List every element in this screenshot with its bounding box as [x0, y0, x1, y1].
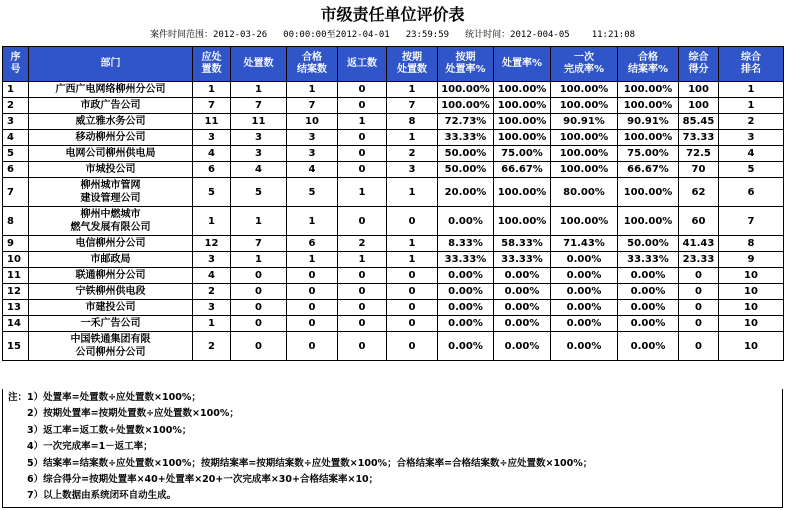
cell-handled: 0 — [231, 332, 287, 361]
cell-should: 1 — [193, 82, 231, 98]
cell-handle-rate: 0.00% — [494, 284, 551, 300]
cell-rework: 1 — [338, 178, 387, 207]
cell-handle-rate: 100.00% — [494, 178, 551, 207]
cell-rework: 2 — [338, 236, 387, 252]
cell-ontime-rate: 8.33% — [438, 236, 494, 252]
range-start-date: 2012-03-26 — [212, 30, 268, 40]
cell-ontime: 1 — [387, 178, 438, 207]
cell-handle-rate: 100.00% — [494, 82, 551, 98]
cell-rework: 0 — [338, 98, 387, 114]
table-row[interactable] — [3, 130, 784, 146]
cell-qualified-rate: 90.91% — [618, 114, 679, 130]
cell-first-rate: 100.00% — [551, 162, 618, 178]
cell-rank: 1 — [719, 98, 784, 114]
cell-dept: 广西广电网络柳州分公司 — [29, 82, 193, 98]
cell-first-rate: 100.00% — [551, 82, 618, 98]
stat-label: 统计时间： — [465, 30, 511, 40]
cell-qualified: 0 — [287, 332, 338, 361]
cell-score: 72.5 — [679, 146, 719, 162]
cell-first-rate: 100.00% — [551, 98, 618, 114]
cell-handled: 0 — [231, 268, 287, 284]
cell-handle-rate: 0.00% — [494, 332, 551, 361]
cell-ontime-rate: 20.00% — [438, 178, 494, 207]
cell-dept: 柳州中燃城市 燃气发展有限公司 — [29, 207, 193, 236]
cell-handled: 4 — [231, 162, 287, 178]
cell-should: 3 — [193, 300, 231, 316]
cell-seq: 9 — [3, 236, 29, 252]
cell-qualified-rate: 0.00% — [618, 300, 679, 316]
cell-rework: 0 — [338, 332, 387, 361]
cell-seq: 1 — [3, 82, 29, 98]
cell-score: 60 — [679, 207, 719, 236]
cell-score: 0 — [679, 316, 719, 332]
cell-handle-rate: 100.00% — [494, 207, 551, 236]
cell-rework: 0 — [338, 268, 387, 284]
cell-handled: 1 — [231, 82, 287, 98]
cell-first-rate: 80.00% — [551, 178, 618, 207]
note-text: 2）按期处置率=按期处置数÷应处置数×100%； — [27, 408, 239, 420]
cell-rank: 5 — [719, 162, 784, 178]
cell-seq: 13 — [3, 300, 29, 316]
cell-score: 23.33 — [679, 252, 719, 268]
header-rank[interactable]: 综合 排名 — [719, 47, 784, 82]
header-ontime[interactable]: 按期 处置数 — [387, 47, 438, 82]
cell-ontime: 0 — [387, 284, 438, 300]
cell-qualified-rate: 0.00% — [618, 284, 679, 300]
cell-ontime-rate: 100.00% — [438, 82, 494, 98]
notes-section — [2, 389, 783, 508]
cell-handle-rate: 0.00% — [494, 316, 551, 332]
cell-ontime-rate: 0.00% — [438, 332, 494, 361]
cell-score: 70 — [679, 162, 719, 178]
cell-seq: 15 — [3, 332, 29, 361]
cell-first-rate: 0.00% — [551, 284, 618, 300]
cell-qualified-rate: 100.00% — [618, 178, 679, 207]
note-prefix: 注： — [8, 392, 28, 403]
range-start-time: 00:00:00至2012-04-01 — [283, 30, 390, 40]
cell-seq: 7 — [3, 178, 29, 207]
cell-score: 73.33 — [679, 130, 719, 146]
table-row[interactable] — [3, 162, 784, 178]
cell-should: 6 — [193, 162, 231, 178]
cell-rework: 1 — [338, 114, 387, 130]
cell-rework: 0 — [338, 146, 387, 162]
cell-score: 0 — [679, 332, 719, 361]
cell-qualified: 0 — [287, 300, 338, 316]
cell-first-rate: 0.00% — [551, 316, 618, 332]
cell-should: 3 — [193, 252, 231, 268]
cell-handled: 5 — [231, 178, 287, 207]
cell-should: 12 — [193, 236, 231, 252]
table-row[interactable] — [3, 98, 784, 114]
cell-handle-rate: 0.00% — [494, 268, 551, 284]
cell-handle-rate: 58.33% — [494, 236, 551, 252]
cell-seq: 14 — [3, 316, 29, 332]
note-text: 6）综合得分=按期处置率×40+处置率×20+一次完成率×30+合格结案率×10； — [27, 474, 379, 486]
cell-dept: 一禾广告公司 — [29, 316, 193, 332]
cell-first-rate: 0.00% — [551, 268, 618, 284]
cell-rank: 10 — [719, 332, 784, 361]
cell-qualified-rate: 33.33% — [618, 252, 679, 268]
cell-should: 4 — [193, 268, 231, 284]
table-row[interactable] — [3, 316, 784, 332]
cell-first-rate: 90.91% — [551, 114, 618, 130]
table-body — [3, 82, 784, 361]
cell-handle-rate: 75.00% — [494, 146, 551, 162]
cell-dept: 市邮政局 — [29, 252, 193, 268]
table-row[interactable] — [3, 252, 784, 268]
cell-rank: 10 — [719, 268, 784, 284]
table-row[interactable] — [3, 178, 784, 207]
cell-handled: 0 — [231, 300, 287, 316]
cell-should: 7 — [193, 98, 231, 114]
cell-rank: 10 — [719, 284, 784, 300]
cell-rank: 4 — [719, 146, 784, 162]
cell-ontime: 7 — [387, 98, 438, 114]
cell-score: 100 — [679, 82, 719, 98]
cell-qualified-rate: 0.00% — [618, 332, 679, 361]
cell-qualified: 1 — [287, 82, 338, 98]
cell-first-rate: 0.00% — [551, 332, 618, 361]
report-title: 市级责任单位评价表 — [320, 5, 465, 24]
cell-dept: 市城投公司 — [29, 162, 193, 178]
note-text: 5）结案率=结案数÷应处置数×100%；按期结案率=按期结案数÷应处置数×100%；合格结案率=合格结案数÷应处置数×100%； — [27, 457, 593, 469]
cell-handled: 3 — [231, 146, 287, 162]
cell-rank: 10 — [719, 300, 784, 316]
cell-should: 4 — [193, 146, 231, 162]
cell-seq: 6 — [3, 162, 29, 178]
cell-dept: 宁铁柳州供电段 — [29, 284, 193, 300]
note-line — [3, 390, 782, 406]
cell-rank: 3 — [719, 130, 784, 146]
cell-qualified-rate: 100.00% — [618, 130, 679, 146]
cell-dept: 电信柳州分公司 — [29, 236, 193, 252]
cell-seq: 2 — [3, 98, 29, 114]
table-row[interactable] — [3, 146, 784, 162]
cell-rank: 10 — [719, 316, 784, 332]
header-qualified-rate[interactable]: 合格 结案率% — [618, 47, 679, 82]
cell-first-rate: 100.00% — [551, 146, 618, 162]
cell-handle-rate: 0.00% — [494, 300, 551, 316]
header-handled[interactable]: 处置数 — [231, 47, 287, 82]
cell-handled: 3 — [231, 130, 287, 146]
cell-rework: 1 — [338, 252, 387, 268]
header-score[interactable]: 综合 得分 — [679, 47, 719, 82]
header-seq[interactable]: 序 号 — [3, 47, 29, 82]
cell-handled: 0 — [231, 316, 287, 332]
cell-rework: 0 — [338, 316, 387, 332]
cell-score: 0 — [679, 284, 719, 300]
cell-ontime: 0 — [387, 300, 438, 316]
cell-should: 1 — [193, 316, 231, 332]
cell-handled: 1 — [231, 207, 287, 236]
header-qualified[interactable]: 合格 结案数 — [287, 47, 338, 82]
cell-seq: 3 — [3, 114, 29, 130]
cell-rank: 8 — [719, 236, 784, 252]
cell-score: 0 — [679, 268, 719, 284]
cell-ontime: 2 — [387, 146, 438, 162]
cell-rework: 0 — [338, 284, 387, 300]
table-row[interactable] — [3, 268, 784, 284]
cell-should: 11 — [193, 114, 231, 130]
cell-rework: 0 — [338, 207, 387, 236]
cell-dept: 联通柳州分公司 — [29, 268, 193, 284]
cell-ontime: 8 — [387, 114, 438, 130]
cell-qualified: 0 — [287, 284, 338, 300]
cell-should: 1 — [193, 207, 231, 236]
table-row[interactable] — [3, 114, 784, 130]
cell-ontime-rate: 33.33% — [438, 252, 494, 268]
cell-ontime: 3 — [387, 162, 438, 178]
cell-qualified: 4 — [287, 162, 338, 178]
cell-first-rate: 0.00% — [551, 252, 618, 268]
cell-rank: 2 — [719, 114, 784, 130]
cell-score: 0 — [679, 300, 719, 316]
cell-ontime: 0 — [387, 268, 438, 284]
header-handle-rate[interactable]: 处置率% — [494, 47, 551, 82]
cell-qualified: 1 — [287, 207, 338, 236]
cell-qualified-rate: 66.67% — [618, 162, 679, 178]
stat-date: 2012-004-05 — [510, 30, 570, 40]
cell-handle-rate: 100.00% — [494, 130, 551, 146]
cell-ontime-rate: 0.00% — [438, 207, 494, 236]
note-line — [3, 406, 782, 422]
cell-handled: 1 — [231, 252, 287, 268]
header-rework[interactable]: 返工数 — [338, 47, 387, 82]
cell-qualified-rate: 75.00% — [618, 146, 679, 162]
cell-rework: 0 — [338, 162, 387, 178]
cell-handle-rate: 66.67% — [494, 162, 551, 178]
cell-first-rate: 100.00% — [551, 207, 618, 236]
cell-ontime-rate: 33.33% — [438, 130, 494, 146]
cell-qualified-rate: 100.00% — [618, 98, 679, 114]
cell-handled: 7 — [231, 98, 287, 114]
cell-rework: 0 — [338, 82, 387, 98]
cell-seq: 12 — [3, 284, 29, 300]
note-text: 1）处置率=处置数÷应处置数×100%； — [27, 392, 201, 403]
cell-should: 5 — [193, 178, 231, 207]
cell-dept: 电网公司柳州供电局 — [29, 146, 193, 162]
cell-dept: 市政广告公司 — [29, 98, 193, 114]
cell-qualified: 0 — [287, 316, 338, 332]
cell-first-rate: 0.00% — [551, 300, 618, 316]
cell-ontime-rate: 100.00% — [438, 98, 494, 114]
table-header-row — [3, 47, 784, 82]
cell-handle-rate: 100.00% — [494, 114, 551, 130]
evaluation-table — [2, 46, 784, 361]
cell-handled: 0 — [231, 284, 287, 300]
cell-ontime-rate: 72.73% — [438, 114, 494, 130]
table-row[interactable] — [3, 236, 784, 252]
cell-ontime-rate: 0.00% — [438, 316, 494, 332]
header-first-rate[interactable]: 一次 完成率% — [551, 47, 618, 82]
cell-score: 85.45 — [679, 114, 719, 130]
cell-handled: 11 — [231, 114, 287, 130]
cell-first-rate: 71.43% — [551, 236, 618, 252]
cell-qualified-rate: 100.00% — [618, 82, 679, 98]
cell-rank: 7 — [719, 207, 784, 236]
table-row[interactable] — [3, 332, 784, 361]
header-ontime-rate[interactable]: 按期 处置率% — [438, 47, 494, 82]
cell-rework: 0 — [338, 300, 387, 316]
table-row[interactable] — [3, 82, 784, 98]
note-text: 3）返工率=返工数÷处置数×100%； — [27, 424, 192, 436]
cell-rank: 9 — [719, 252, 784, 268]
cell-ontime: 0 — [387, 316, 438, 332]
cell-qualified: 0 — [287, 268, 338, 284]
cell-qualified: 7 — [287, 98, 338, 114]
cell-score: 100 — [679, 98, 719, 114]
cell-score: 41.43 — [679, 236, 719, 252]
cell-ontime-rate: 0.00% — [438, 300, 494, 316]
cell-qualified: 1 — [287, 252, 338, 268]
cell-ontime: 1 — [387, 130, 438, 146]
cell-qualified: 3 — [287, 130, 338, 146]
cell-seq: 10 — [3, 252, 29, 268]
cell-rework: 0 — [338, 130, 387, 146]
cell-qualified: 6 — [287, 236, 338, 252]
cell-qualified: 5 — [287, 178, 338, 207]
note-text: 7）以上数据由系统闭环自动生成。 — [27, 490, 177, 502]
cell-first-rate: 100.00% — [551, 130, 618, 146]
cell-score: 62 — [679, 178, 719, 207]
note-text: 4）一次完成率=1－返工率； — [27, 441, 153, 453]
range-label: 案件时间范围： — [149, 30, 213, 40]
cell-dept: 市建投公司 — [29, 300, 193, 316]
note-line — [3, 439, 782, 455]
cell-ontime: 1 — [387, 82, 438, 98]
notes-lines — [3, 390, 782, 505]
cell-seq: 8 — [3, 207, 29, 236]
note-line — [3, 423, 782, 439]
table-row[interactable] — [3, 300, 784, 316]
note-line — [3, 488, 782, 504]
cell-qualified-rate: 0.00% — [618, 316, 679, 332]
cell-qualified-rate: 50.00% — [618, 236, 679, 252]
report-time-range — [0, 28, 785, 42]
table-row[interactable] — [3, 284, 784, 300]
cell-should: 2 — [193, 284, 231, 300]
note-line — [3, 456, 782, 472]
cell-ontime: 1 — [387, 236, 438, 252]
cell-seq: 11 — [3, 268, 29, 284]
range-end-time: 23:59:59 — [405, 30, 450, 40]
cell-handled: 7 — [231, 236, 287, 252]
note-line — [3, 472, 782, 488]
table-row[interactable] — [3, 207, 784, 236]
cell-should: 3 — [193, 130, 231, 146]
cell-ontime: 1 — [387, 252, 438, 268]
cell-seq: 5 — [3, 146, 29, 162]
cell-handle-rate: 100.00% — [494, 98, 551, 114]
stat-time: 11:21:08 — [591, 30, 636, 40]
cell-qualified-rate: 100.00% — [618, 207, 679, 236]
header-should[interactable]: 应处 置数 — [193, 47, 231, 82]
cell-ontime-rate: 50.00% — [438, 162, 494, 178]
cell-qualified-rate: 0.00% — [618, 268, 679, 284]
cell-ontime-rate: 0.00% — [438, 268, 494, 284]
cell-ontime: 0 — [387, 332, 438, 361]
cell-rank: 1 — [719, 82, 784, 98]
cell-rank: 6 — [719, 178, 784, 207]
cell-ontime-rate: 50.00% — [438, 146, 494, 162]
cell-seq: 4 — [3, 130, 29, 146]
cell-handle-rate: 33.33% — [494, 252, 551, 268]
cell-qualified: 10 — [287, 114, 338, 130]
cell-ontime-rate: 0.00% — [438, 284, 494, 300]
cell-dept: 柳州城市管网 建设管理公司 — [29, 178, 193, 207]
cell-dept: 移动柳州分公司 — [29, 130, 193, 146]
header-dept[interactable]: 部门 — [29, 47, 193, 82]
cell-dept: 威立雅水务公司 — [29, 114, 193, 130]
cell-qualified: 3 — [287, 146, 338, 162]
cell-ontime: 0 — [387, 207, 438, 236]
cell-should: 2 — [193, 332, 231, 361]
cell-dept: 中国铁通集团有限 公司柳州分公司 — [29, 332, 193, 361]
